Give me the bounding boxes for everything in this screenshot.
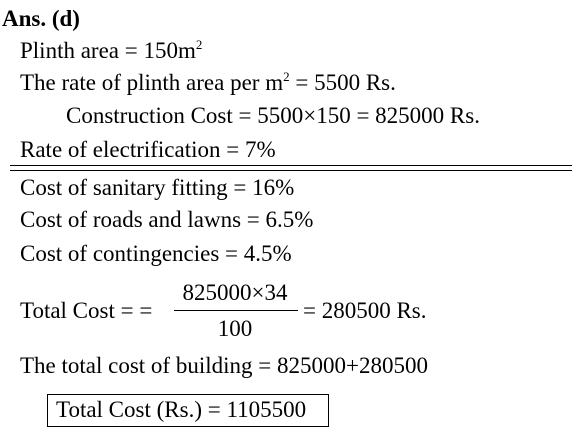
- contingencies-line: Cost of contingencies = 4.5%: [20, 241, 292, 266]
- total-cost-label: Total Cost = =: [20, 298, 153, 323]
- building-total-line: The total cost of building = 825000+280500: [20, 353, 428, 378]
- plinth-area-line: [20, 38, 202, 64]
- plinth-area-exponent: 2: [195, 37, 203, 52]
- fraction-denominator: 100: [217, 316, 253, 341]
- electrification-rate-line: Rate of electrification = 7%: [20, 137, 276, 162]
- total-cost-fraction: [170, 278, 300, 342]
- total-cost-result: = 280500 Rs.: [303, 298, 427, 323]
- plinth-rate-text: The rate of plinth area per m: [20, 70, 284, 95]
- plinth-rate-line: [20, 70, 396, 96]
- sanitary-fitting-line: Cost of sanitary fitting = 16%: [20, 175, 295, 200]
- plinth-rate-exponent: 2: [283, 69, 290, 84]
- answer-heading: Ans. (d): [2, 6, 80, 31]
- fraction-numerator: 825000×34: [182, 280, 288, 305]
- roads-lawns-line: Cost of roads and lawns = 6.5%: [20, 207, 314, 232]
- plinth-area-text: Plinth area = 150m: [20, 38, 196, 63]
- separator-rule-bottom: [10, 170, 572, 171]
- fraction-bar: [174, 310, 298, 311]
- construction-cost-line: Construction Cost = 5500×150 = 825000 Rs.: [66, 103, 480, 128]
- separator-rule-top: [10, 165, 572, 166]
- final-answer-text: Total Cost (Rs.) = 1105500: [56, 397, 307, 422]
- plinth-rate-value: = 5500 Rs.: [289, 70, 396, 95]
- final-answer-box: [47, 394, 329, 427]
